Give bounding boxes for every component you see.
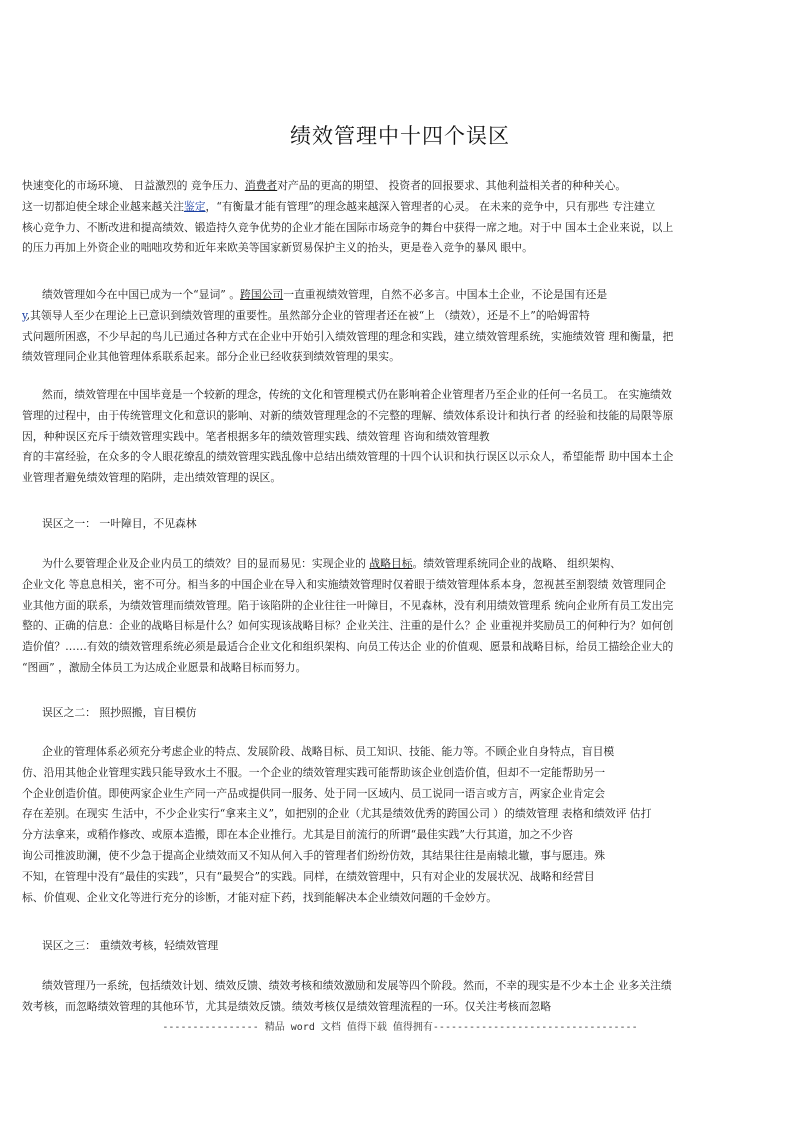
text-line: 造价值？……有效的绩效管理系统必须是最适合企业文化和组织架构、向员工传达企 业的价值观、愿景和战略目标，给员工描绘企业大的 bbox=[22, 640, 674, 654]
text-line: 育的丰富经验，在众多的令人眼花缭乱的绩效管理实践乱像中总结出绩效管理的十四个认识和执行误区以示众人，希望能帮 助中国本土企 bbox=[22, 450, 674, 464]
text-line: 绩效管理乃一系统，包括绩效计划、绩效反馈、绩效考核和绩效激励和发展等四个阶段。然而，不幸的现实是不少本土企 业多关注绩 bbox=[42, 979, 672, 992]
text-line: 企业的管理体系必须充分考虑企业的特点、发展阶段、战略目标、员工知识、技能、能力等。不顾企业自身特点，盲目模 bbox=[42, 745, 615, 758]
text-line: 式问题所困惑，不少早起的鸟儿已通过各种方式在企业中开始引入绩效管理的理念和实践，建立绩效管理系统，实施绩效管 理和衡量，把 bbox=[22, 329, 674, 343]
text-line: 企业文化 等息息相关，密不可分。相当多的中国企业在导入和实施绩效管理时仅着眼于绩效管理体系本身，忽视甚至割裂绩 效管理同企 bbox=[22, 577, 666, 591]
text-line: 绩效管理同企业其他管理体系联系起来。部分企业已经收获到绩效管理的果实。 bbox=[22, 350, 400, 364]
text-line: 效考核，而忽略绩效管理的其他环节，尤其是绩效反馈。绩效考核仅是绩效管理流程的一环。仅关注考核而忽略 bbox=[22, 999, 552, 1013]
text-line bbox=[22, 554, 782, 575]
link-appraisal[interactable]: 鉴定 bbox=[183, 199, 206, 213]
text-line: 标、价值观、企业文化等进行充分的诊断，才能对症下药，找到能解决本企业绩效问题的千金妙方。 bbox=[22, 890, 498, 904]
section-heading-2: 误区之二： 照抄照搬，盲目模仿 bbox=[42, 706, 197, 719]
text-line: “图画” ，激励全体员工为达成企业愿景和战略目标而努力。 bbox=[22, 660, 307, 674]
paragraph-4 bbox=[22, 554, 782, 679]
text-run: ,其领导人至少在理论上已意识到绩效管理的重要性。虽然部分企业的管理者还在被“上 （绩效），还是不上”的哈姆雷特 bbox=[26, 308, 590, 322]
intro-paragraph bbox=[22, 176, 782, 259]
text-line bbox=[22, 197, 782, 218]
text-line: 因，种种误区充斥于绩效管理实践中。笔者根据多年的绩效管理实践、绩效管理 咨询和绩效管理教 bbox=[22, 429, 490, 443]
text-line bbox=[22, 285, 782, 306]
text-line bbox=[22, 176, 782, 197]
text-run: 这一切都迫使全球企业越来越关注 bbox=[22, 199, 184, 213]
paragraph-5 bbox=[22, 742, 782, 908]
text-line: 业管理者避免绩效管理的陷阱，走出绩效管理的误区。 bbox=[22, 471, 282, 485]
text-run: 绩效管理如今在中国已成为一个“显词” 。 bbox=[42, 288, 241, 301]
text-line: 管理的过程中，由于传统管理文化和意识的影响、对新的绩效管理理念的不完整的理解、绩效体系设计和执行者 的经验和技能的局限等原 bbox=[22, 408, 674, 422]
text-run: 快速变化的市场环境、 日益激烈的 竞争压力、 bbox=[22, 179, 245, 192]
document-title: 绩效管理中十四个误区 bbox=[290, 124, 510, 148]
text-run: 对产品的更高的期望、 投资者的回报要求、其他利益相关者的种种关心。 bbox=[277, 179, 627, 192]
link-y[interactable]: y bbox=[22, 308, 27, 322]
text-run: 。绩效管理系统同企业的战略、 组织架构、 bbox=[412, 557, 622, 570]
link-consumer[interactable]: 消费者 bbox=[244, 179, 278, 192]
page-footer: ---------------- 精品 word 文档 值得下载 值得拥有---------------------------------- bbox=[162, 1022, 638, 1033]
text-line: 业其他方面的联系，为绩效管理而绩效管理。陷于该陷阱的企业往往一叶障目，不见森林，没有利用绩效管理系 统向企业所有员工发出完 bbox=[22, 598, 674, 612]
text-run: 为什么要管理企业及企业内员工的绩效？目的显而易见：实现企业的 bbox=[42, 557, 370, 570]
text-line: 个企业创造价值。即使两家企业生产同一产品或提供同一服务、处于同一区域内、员工说同一语言或方言，两家企业肯定会 bbox=[22, 786, 606, 800]
text-line: 存在差别。在现实 生活中，不少企业实行“拿来主义”，如把别的企业（尤其是绩效优秀的跨国公司 ）的绩效管理 表格和绩效评 估打 bbox=[22, 807, 652, 821]
text-line bbox=[22, 306, 782, 327]
link-strategic-goal[interactable]: 战略目标 bbox=[369, 557, 413, 570]
text-line: 的压力再加上外资企业的咄咄攻势和近年来欧美等国家新贸易保护主义的抬头，更是卷入竞争的暴风 眼中。 bbox=[22, 241, 533, 255]
text-line: 分方法拿来，或稍作修改、或原本造搬，即在本企业推行。尤其是目前流行的所谓“最佳实践”大行其道，加之不少咨 bbox=[22, 828, 573, 842]
text-line: 询公司推波助澜，使不少急于提高企业绩效而又不知从何入手的管理者们纷纷仿效，其结果往往是南辕北辙，事与愿违。殊 bbox=[22, 848, 606, 862]
paragraph-3 bbox=[22, 385, 782, 489]
section-heading-3: 误区之三： 重绩效考核，轻绩效管理 bbox=[42, 939, 219, 952]
paragraph-6 bbox=[22, 976, 782, 1018]
text-line: 不知，在管理中没有“最佳的实践”，只有“最契合”的实践。同样，在绩效管理中，只有对企业的发展状况、战略和经营目 bbox=[22, 869, 595, 883]
link-multinational[interactable]: 跨国公司 bbox=[240, 288, 284, 301]
text-line: 核心竞争力、不断改进和提高绩效、锻造持久竞争优势的企业才能在国际市场竞争的舞台中获得一席之地。对于中 国本土企业来说，以上 bbox=[22, 220, 674, 234]
text-line: 然而，绩效管理在中国毕竟是一个较新的理念，传统的文化和管理模式仍在影响着企业管理者乃至企业的任何一名员工。 在实施绩效 bbox=[42, 388, 672, 401]
text-run: 一直重视绩效管理，自然不必多言。中国本土企业，不论是国有还是 bbox=[283, 288, 608, 301]
text-line: 仿、沿用其他企业管理实践只能导致水土不服。一个企业的绩效管理实践可能帮助该企业创造价值，但却不一定能帮助另一 bbox=[22, 765, 606, 779]
text-run: ，“有衡量才能有管理”的理念越来越深入管理者的心灵。 在未来的竞争中，只有那些 专注建立 bbox=[205, 199, 656, 213]
paragraph-2 bbox=[22, 285, 782, 368]
text-line: 整的、正确的信息：企业的战略目标是什么？如何实现该战略目标？企业关注、注重的是什么？企 业重视并奖励员工的何种行为？如何创 bbox=[22, 619, 674, 633]
section-heading-1: 误区之一： 一叶障目，不见森林 bbox=[42, 517, 197, 530]
